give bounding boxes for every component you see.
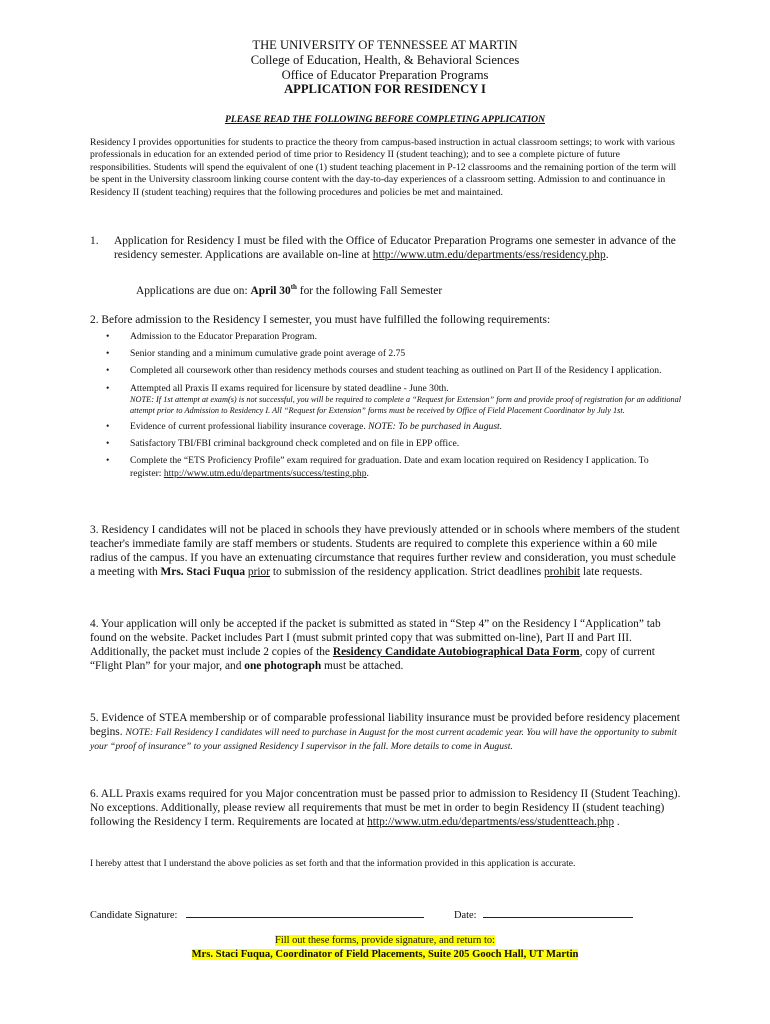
bullet-icon: • bbox=[106, 365, 110, 377]
photograph-emphasis: one photograph bbox=[244, 659, 322, 672]
page-title: APPLICATION FOR RESIDENCY I bbox=[284, 82, 486, 96]
contact-name: Mrs. Staci Fuqua bbox=[160, 565, 246, 578]
item2-intro: 2. Before admission to the Residency I semester, you must have fulfilled the following requirements: bbox=[90, 314, 551, 326]
due-date: April 30 bbox=[250, 284, 291, 297]
list-item: • Satisfactory TBI/FBI criminal background check completed and on file in EPP office. bbox=[106, 438, 460, 450]
due-semester: for the following Fall Semester bbox=[296, 284, 443, 297]
college-name: College of Education, Health, & Behavioral Sciences bbox=[250, 53, 520, 67]
item1-after-link: . bbox=[605, 248, 609, 261]
bullet-icon: • bbox=[106, 382, 110, 394]
bullet-icon: • bbox=[106, 438, 110, 450]
date-row bbox=[454, 910, 633, 921]
prohibit-emphasis: prohibit bbox=[544, 565, 581, 578]
candidate-signature-label: Candidate Signature: bbox=[90, 910, 178, 921]
due-label: Applications are due on: bbox=[136, 284, 251, 297]
item6-paragraph: 6. ALL Praxis exams required for you Major concentration must be passed prior to admission to Residency II (Student Teaching). No exceptions. Additionally, please review all requirements that must be met in order to begin Residency II (student teaching) following the Residency I term. Requirements are located at http://www.utm.edu/departments/ess/studentteach.php . bbox=[90, 788, 681, 828]
item1-text: Application for Residency I must be filed with the Office of Educator Preparation Programs one semester in advance of the residency semester. Applications are available on-line at bbox=[114, 235, 676, 261]
bullet-icon: • bbox=[106, 348, 110, 360]
item1-number: 1. bbox=[90, 235, 99, 247]
bullet-icon: • bbox=[106, 331, 110, 342]
requirements-list bbox=[104, 331, 682, 485]
list-item: • Admission to the Educator Preparation Program. bbox=[106, 331, 318, 342]
ets-testing-link[interactable]: http://www.utm.edu/departments/success/testing.php bbox=[163, 467, 367, 479]
return-address: Mrs. Staci Fuqua, Coordinator of Field Placements, Suite 205 Gooch Hall, UT Martin bbox=[191, 949, 579, 960]
item3-paragraph: 3. Residency I candidates will not be placed in schools they have previously attended or in schools where members of the student teacher's immediate family are staff members or students. Students are required to complete this experience within a 60 mile radius of the campus. If you have an extenuating circumstance that requires further review and consideration, you must schedule a meeting with Mrs. Staci Fuqua prior to submission of the residency application. Strict deadlines prohibit late requests. bbox=[90, 524, 680, 578]
item5-paragraph: 5. Evidence of STEA membership or of comparable professional liability insurance must be provided before residency placement begins. NOTE: Fall Residency I candidates will need to purchase in August for the most current academic year. You will have the opportunity to submit your “proof of insurance” to your assigned Residency I supervisor in the fall. More details to come in August. bbox=[90, 712, 680, 752]
university-name: THE UNIVERSITY OF TENNESSEE AT MARTIN bbox=[252, 38, 518, 52]
residency-link[interactable]: http://www.utm.edu/departments/ess/residency.php bbox=[372, 248, 606, 261]
insurance-note: NOTE: To be purchased in August. bbox=[368, 420, 503, 432]
bullet-icon: • bbox=[106, 420, 110, 432]
list-item: • Completed all coursework other than residency methods courses and student teaching as outlined on Part II of the Residency I application. bbox=[106, 365, 662, 377]
office-name: Office of Educator Preparation Programs bbox=[281, 68, 489, 82]
bullet-icon: • bbox=[106, 455, 110, 467]
prior-emphasis: prior bbox=[247, 565, 271, 578]
list-item: • Complete the “ETS Proficiency Profile” exam required for graduation. Date and exam location required on Residency I application. To register: http://www.utm.edu/departments/success/testing.php. bbox=[106, 455, 649, 479]
list-item: • Senior standing and a minimum cumulative grade point average of 2.75 bbox=[106, 348, 406, 360]
attestation: I hereby attest that I understand the above policies as set forth and that the information provided in this application is accurate. bbox=[90, 858, 576, 869]
intro-paragraph: Residency I provides opportunities for students to practice the theory from campus-based instruction in actual classroom settings; to work with various professionals in education for an extended period of time prior to Residency II (student teaching); and to see a complete picture of future responsibilities. Students will spend the equivalent of one (1) student teaching placement in P-12 classrooms and the remaining portion of the term will be spent in the University classroom linking course content with the day-to-day experiences of a classroom setting. Admission to and continuance in Residency II (student teaching) requires that the following procedures and policies be met and maintained. bbox=[90, 137, 677, 198]
return-instructions: Fill out these forms, provide signature, and return to: bbox=[275, 935, 495, 946]
date-field[interactable] bbox=[483, 916, 633, 918]
praxis-note: NOTE: If 1st attempt at exam(s) is not successful, you will be required to complete a “Request for Extension” form and provide proof of registration for an additional attempt prior to Admission to Residency I. All “Request for Extension” forms must be received by Office of Field Placement Coordinator by July 1st. bbox=[130, 395, 682, 415]
list-item: • Attempted all Praxis II exams required for licensure by stated deadline - June 30th. NOTE: If 1st attempt at exam(s) is not successful, you will be required to complete a “Request for Extension” form and provide proof of registration for an additional attempt prior to Admission to Residency I. All “Request for Extension” forms must be received by Office of Field Placement Coordinator by July 1st. bbox=[106, 382, 682, 415]
date-label: Date: bbox=[454, 910, 477, 921]
student-teach-link[interactable]: http://www.utm.edu/departments/ess/studentteach.php bbox=[367, 815, 615, 828]
item5-note: NOTE: Fall Residency I candidates will need to purchase in August for the most current academic year. You will have the opportunity to submit your “proof of insurance” to your assigned Residency I supervisor in the fall. More details to come in August. bbox=[90, 726, 677, 752]
item4-paragraph: 4. Your application will only be accepted if the packet is submitted as stated in “Step 4” on the Residency I “Application” tab found on the website. Packet includes Part I (must submit printed copy that was submitted on-line), Part II and Part III. Additionally, the packet must include 2 copies of the Residency Candidate Autobiographical Data Form, copy of current “Flight Plan” for your major, and one photograph must be attached. bbox=[90, 618, 661, 672]
candidate-signature-field[interactable] bbox=[186, 916, 424, 918]
item1-due-line bbox=[136, 281, 676, 299]
item1-paragraph bbox=[114, 235, 682, 263]
list-item: • Evidence of current professional liability insurance coverage. NOTE: To be purchased in August. bbox=[106, 420, 503, 432]
candidate-signature-row bbox=[90, 910, 424, 921]
due-date-suffix: th bbox=[290, 283, 297, 291]
autobiographical-form: Residency Candidate Autobiographical Data Form bbox=[332, 645, 580, 658]
read-notice: PLEASE READ THE FOLLOWING BEFORE COMPLETING APPLICATION bbox=[224, 114, 545, 125]
